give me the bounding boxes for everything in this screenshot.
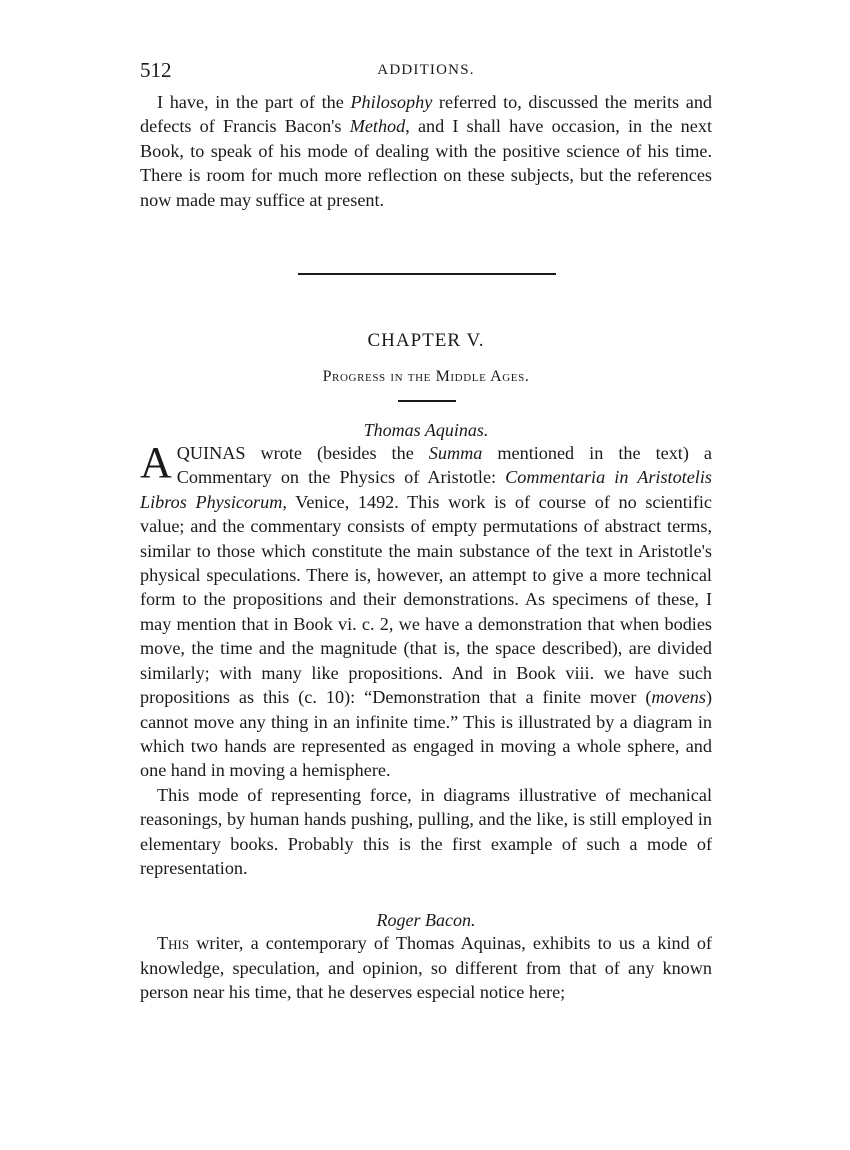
bacon-paragraph-1 [140,931,712,1004]
chapter-short-rule [398,400,456,402]
aquinas-text-3: Venice, 1492. This work is of course of no scientific value; and the commentary consists of empty permutations of abstract terms, similar to those which constitute the main substance of the text in Aristotle's physical speculations. There is, however, an attempt to give a more technical form to the propositions and their demonstrations. As specimens of these, I may mention that in Book vi. c. 2, we have a demonstration that when bodies move, the time and the magnitude (that is, the space described), are divided similarly; with many like propositions. And in Book viii. we have such propositions as this (c. 10): “Demonstration that a finite mover ( [140,491,713,708]
chapter-title: CHAPTER V. [367,330,485,352]
chapter-subtitle: Progress in the Middle Ages. [322,368,530,386]
drop-cap-letter: A [140,438,172,488]
bacon-lead-word: This [157,933,190,954]
intro-italic-philosophy: Philosophy [350,92,433,112]
book-page [140,56,712,1005]
bacon-text: writer, a contemporary of Thomas Aquinas, exhibits to us a kind of knowledge, speculation, and opinion, so different from that of any known person near his time, that he deserves especial notice here; [140,933,712,1003]
aquinas-italic-commentaria: Commentaria in Aristotelis Libros Physicorum, [140,467,712,512]
running-title: ADDITIONS. [377,62,475,78]
aquinas-text-4: ) cannot move any thing in an infinite time.” This is illustrated by a diagram in which two hands are represented as engaged in moving a whole sphere, and one hand in moving a hemisphere. [140,687,712,781]
aquinas-text-1: QUINAS wrote (besides the [176,443,429,464]
intro-text-3: , and I shall have occasion, in the next Book, to speak of his mode of dealing with the positive science of his time. There is room for much more reflection on these subjects, but the references now made may suffice at present. [140,116,712,210]
aquinas-text-2: mentioned in the text) a Commentary on the Physics of Aristotle: [176,443,712,488]
section-heading-bacon: Roger Bacon. [376,910,476,931]
intro-paragraph [140,90,712,212]
aquinas-italic-summa: Summa [428,443,483,464]
intro-italic-method: Method [349,116,406,137]
intro-text-1: I have, in the part of the [157,92,351,112]
section-divider-rule [298,273,556,275]
aquinas-italic-movens: movens [651,687,706,708]
intro-text-2: referred to, discussed the merits and defects of Francis Bacon's [140,92,713,137]
running-head [140,56,712,90]
page-number: 512 [140,58,172,82]
section-heading-aquinas: Thomas Aquinas. [363,420,489,441]
aquinas-paragraph-1 [140,438,713,783]
aquinas-paragraph-2: This mode of representing force, in diagrams illustrative of mechanical reasonings, by human hands pushing, pulling, and the like, is still employed in elementary books. Probably this is the first example of such a mode of representation. [140,784,712,878]
